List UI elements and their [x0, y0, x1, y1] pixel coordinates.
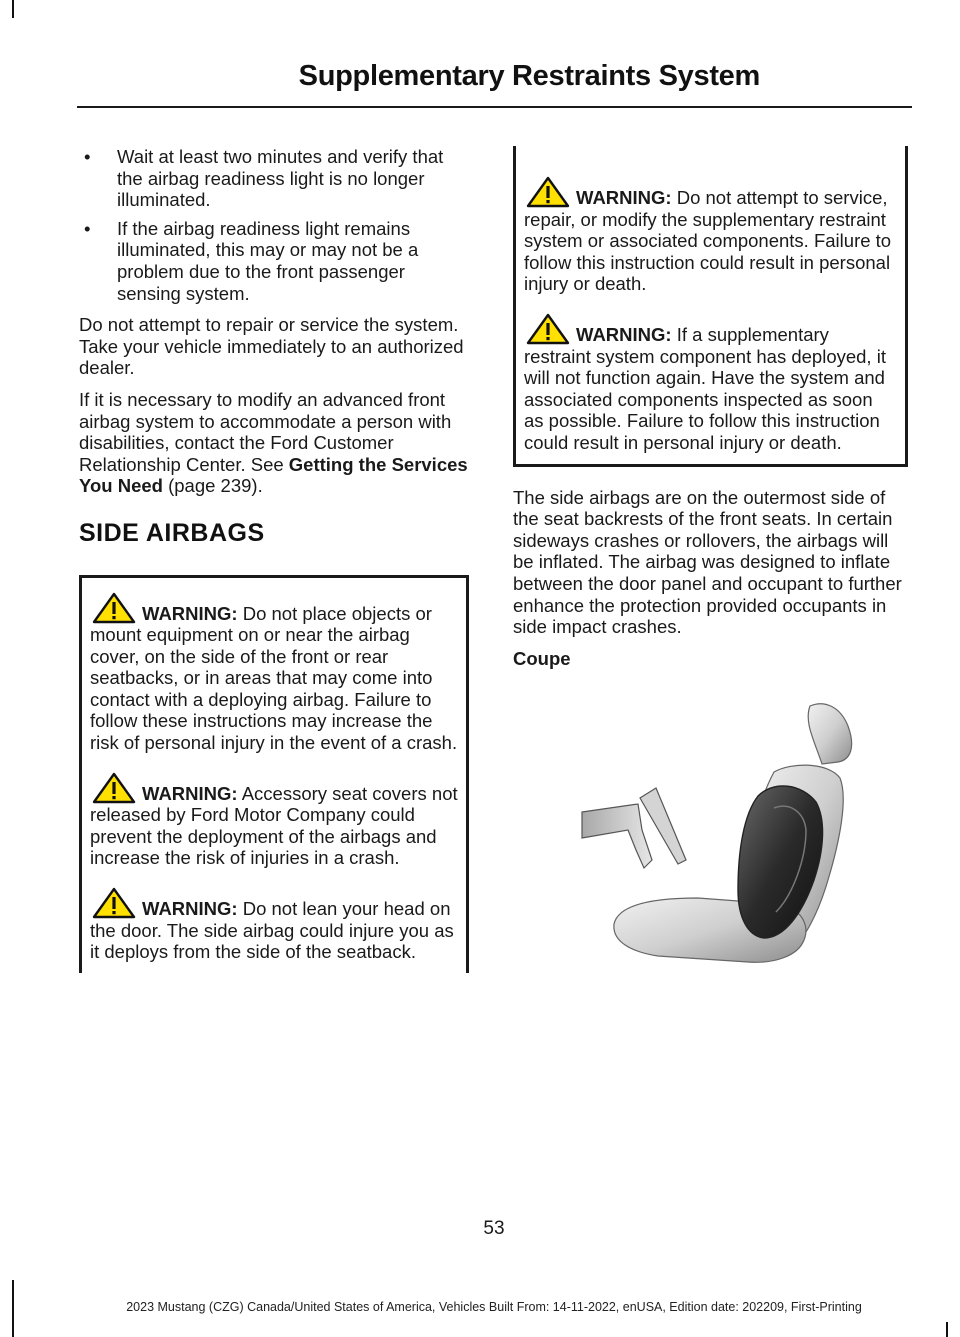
side-airbag-seat-illustration [578, 700, 864, 972]
list-item [79, 218, 469, 304]
warning-triangle-icon [92, 592, 136, 624]
paragraph-side-airbags: The side airbags are on the outermost side of the seat backrests of the front seats. In certain sideways crashes or rollovers, the airbags will be inflated. The airbag was designed to inflate between the door panel and occupant to further enhance the protection provided occupants in side impact crashes. [513, 486, 902, 638]
crop-mark-top-left [12, 0, 14, 18]
header-rule [77, 106, 912, 108]
bullet-text: If the airbag readiness light remains illuminated, this may or may not be a problem due to the front passenger sensing system. [117, 217, 419, 304]
bullet-marker: • [84, 146, 91, 167]
warning-label: WARNING: [142, 602, 238, 624]
bullet-marker: • [84, 217, 91, 239]
warning-text: Do not place objects or mount equipment on or near the airbag cover, on the side of the front or rear seatbacks, or in areas that may come into contact with a deploying airbag. Failure to follow these instructions may increase the risk of personal injury in the event of a crash. [90, 602, 458, 754]
warning-triangle-icon [526, 313, 570, 345]
paragraph-text: (page 239). [162, 475, 263, 497]
warning-box [79, 575, 469, 973]
subheading-coupe: Coupe [513, 647, 571, 669]
warning-item [90, 772, 458, 869]
warning-item [524, 176, 897, 295]
left-column [79, 146, 469, 993]
paragraph-text: If it is necessary to modify an advanced front airbag system to accommodate a person with disabilities, contact the Ford Customer Relationship Center. See [79, 388, 452, 475]
bullet-text: Wait at least two minutes and verify that the airbag readiness light is no longer illuminated. [117, 146, 444, 211]
warning-label: WARNING: [576, 323, 672, 345]
footer-text: 2023 Mustang (CZG) Canada/United States of America, Vehicles Built From: 14-11-2022, enUSA, Edition date: 202209, First-Printing [126, 1300, 862, 1314]
warning-box [513, 146, 908, 467]
page-title: Supplementary Restraints System [298, 60, 760, 92]
warning-label: WARNING: [142, 898, 238, 920]
right-column [513, 146, 908, 679]
cross-reference-link[interactable]: Getting the Services You Need [79, 453, 468, 497]
warning-triangle-icon [92, 772, 136, 804]
warning-text: Do not lean your head on the door. The side airbag could injure you as it deploys from the side of the seatback. [90, 898, 454, 963]
warning-item [90, 887, 458, 963]
warning-triangle-icon [526, 176, 570, 208]
warning-item [524, 313, 897, 454]
warning-label: WARNING: [576, 187, 672, 208]
warning-text: Do not attempt to service, repair, or modify the supplementary restraint system or associated components. Failure to follow this instruction could result in personal injury or death. [524, 187, 892, 295]
warning-text: Accessory seat covers not released by Ford Motor Company could prevent the deployment of the airbags and increase the risk of injuries in a crash. [90, 782, 458, 869]
page-number: 53 [483, 1218, 505, 1239]
bullet-list [79, 146, 469, 304]
warning-label: WARNING: [142, 782, 238, 804]
warning-item [90, 592, 458, 754]
section-heading: SIDE AIRBAGS [79, 518, 265, 547]
paragraph-repair: Do not attempt to repair or service the system. Take your vehicle immediately to an authorized dealer. [79, 314, 464, 379]
paragraph-modify [79, 389, 469, 497]
list-item [79, 146, 469, 211]
warning-triangle-icon [92, 887, 136, 919]
warning-text: If a supplementary restraint system component has deployed, it will not function again. Have the system and associated components inspected as soon as possible. Failure to follow this instruction could result in personal injury or death. [524, 323, 886, 453]
crop-mark-bottom-right [946, 1322, 948, 1337]
